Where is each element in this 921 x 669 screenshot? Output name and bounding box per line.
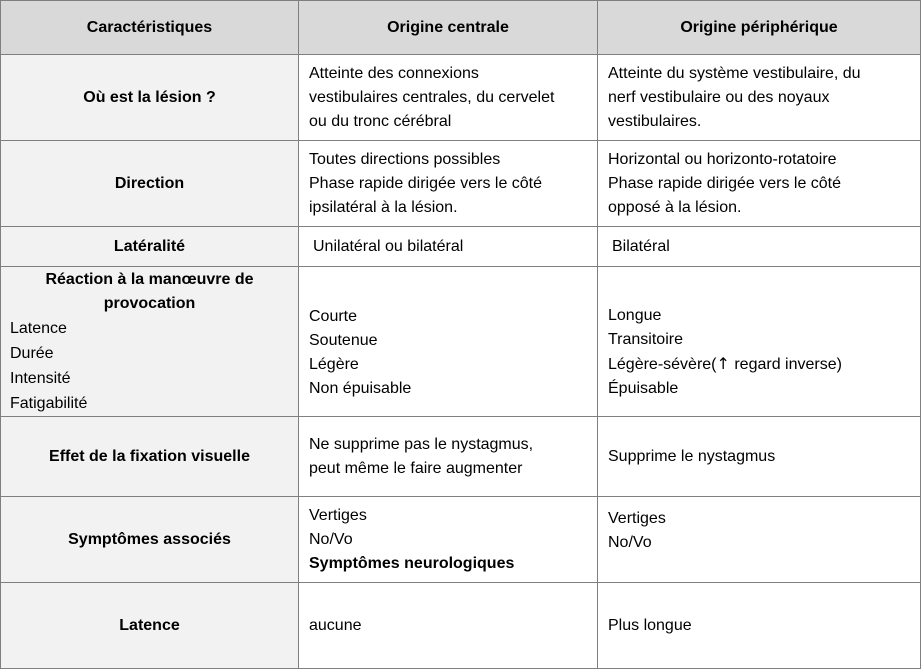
row-label: Effet de la fixation visuelle: [1, 417, 299, 497]
sub-label: Fatigabilité: [10, 395, 88, 412]
cell-line: Phase rapide dirigée vers le côté: [309, 174, 543, 192]
table-row: [1, 267, 921, 417]
central-cell: [299, 417, 598, 497]
cell-line: Vertiges: [309, 506, 367, 524]
header-characteristics: Caractéristiques: [1, 1, 299, 55]
up-arrow-icon: ↑: [716, 354, 730, 373]
peripheral-cell: [598, 227, 921, 267]
header-central-origin: Origine centrale: [299, 1, 598, 55]
cell-line: Longue: [608, 307, 662, 324]
table-row: [1, 417, 921, 497]
cell-line: [608, 352, 910, 377]
cell-line: Atteinte du système vestibulaire, du: [608, 64, 861, 82]
cell-line: ipsilatéral à la lésion.: [309, 198, 458, 216]
cell-text: regard inverse): [729, 356, 842, 373]
cell-line: Ne supprime pas le nystagmus,: [309, 435, 534, 453]
cell-line: Phase rapide dirigée vers le côté: [608, 174, 842, 192]
cell-line: vestibulaires.: [608, 112, 702, 130]
central-cell: [299, 583, 598, 669]
header-row: [1, 1, 921, 55]
row-label: Direction: [1, 141, 299, 227]
table-row: [1, 55, 921, 141]
central-cell: [299, 267, 598, 417]
cell-line: Non épuisable: [309, 379, 412, 397]
table-row: [1, 497, 921, 583]
cell-line: Légère: [309, 355, 359, 373]
cell-line: Plus longue: [608, 616, 692, 634]
table-row: [1, 141, 921, 227]
peripheral-cell: [598, 141, 921, 227]
cell-line: Unilatéral ou bilatéral: [313, 237, 464, 255]
sub-label: Intensité: [10, 370, 71, 387]
cell-line: Bilatéral: [612, 237, 670, 255]
central-cell: [299, 141, 598, 227]
cell-line: Soutenue: [309, 331, 378, 349]
row-label-line: provocation: [103, 295, 196, 312]
row-label-line: Réaction à la manœuvre de: [45, 271, 254, 288]
cell-line: Vertiges: [608, 510, 666, 527]
central-cell: [299, 497, 598, 583]
row-label: Symptômes associés: [1, 497, 299, 583]
cell-line: ou du tronc cérébral: [309, 112, 452, 130]
cell-line: nerf vestibulaire ou des noyaux: [608, 88, 830, 106]
peripheral-cell: [598, 55, 921, 141]
cell-line: Horizontal ou horizonto-rotatoire: [608, 150, 837, 168]
peripheral-cell: [598, 497, 921, 583]
cell-line: Atteinte des connexions: [309, 64, 479, 82]
cell-line: Transitoire: [608, 331, 683, 348]
peripheral-cell: [598, 583, 921, 669]
table-row: [1, 583, 921, 669]
cell-line: Supprime le nystagmus: [608, 447, 776, 465]
cell-line: Courte: [309, 307, 358, 325]
row-label: Latence: [1, 583, 299, 669]
peripheral-cell: [598, 417, 921, 497]
row-label: Où est la lésion ?: [1, 55, 299, 141]
cell-text: Légère-sévère(: [608, 356, 717, 373]
cell-line: Toutes directions possibles: [309, 150, 501, 168]
cell-line: aucune: [309, 616, 362, 634]
cell-line: peut même le faire augmenter: [309, 459, 523, 477]
header-peripheral-origin: Origine périphérique: [598, 1, 921, 55]
cell-line: Symptômes neurologiques: [309, 554, 515, 572]
row-label: [1, 267, 299, 417]
sub-label: Durée: [10, 345, 54, 362]
table-row: [1, 227, 921, 267]
cell-line: No/Vo: [309, 530, 353, 548]
cell-line: No/Vo: [608, 534, 652, 551]
central-cell: [299, 55, 598, 141]
sub-label: Latence: [10, 320, 67, 337]
cell-line: opposé à la lésion.: [608, 198, 742, 216]
cell-line: vestibulaires centrales, du cervelet: [309, 88, 555, 106]
cell-line: Épuisable: [608, 380, 679, 397]
peripheral-cell: [598, 267, 921, 417]
row-label: Latéralité: [1, 227, 299, 267]
central-cell: [299, 227, 598, 267]
